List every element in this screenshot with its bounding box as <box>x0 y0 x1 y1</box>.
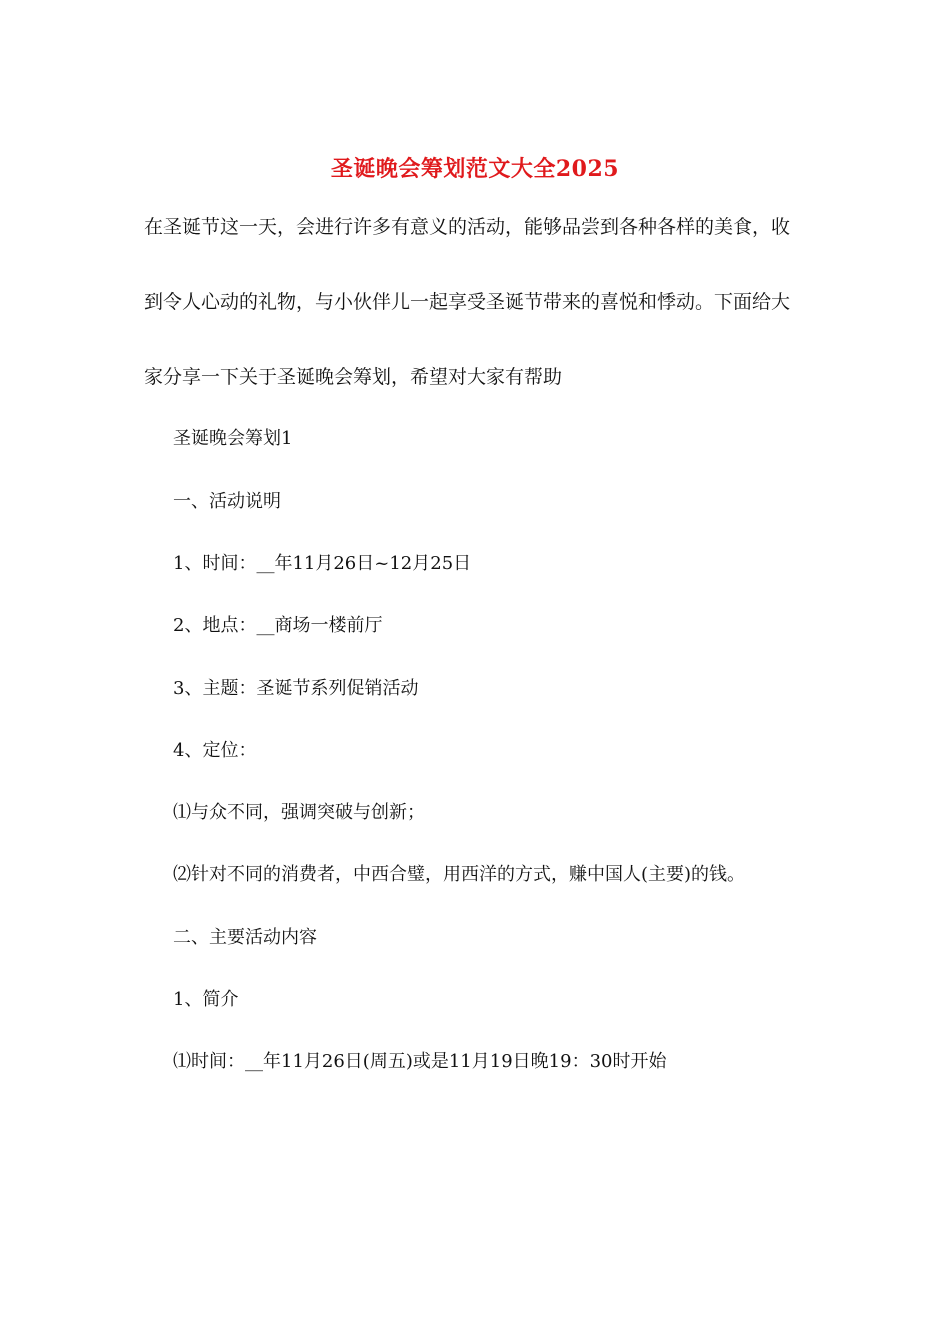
item-theme: 3、主题：圣诞节系列促销活动 <box>173 678 419 699</box>
item-introduction: 1、简介 <box>173 989 239 1010</box>
item-location: 2、地点：__商场一楼前厅 <box>173 615 383 636</box>
introduction-time: ⑴时间：__年11月26日(周五)或是11月19日晚19：30时开始 <box>173 1051 667 1072</box>
intro-line-1: 在圣诞节这一天，会进行许多有意义的活动，能够品尝到各种各样的美食，收 <box>144 216 791 238</box>
heading-main-activities: 二、主要活动内容 <box>173 927 317 948</box>
positioning-point-1: ⑴与众不同，强调突破与创新； <box>173 802 425 823</box>
intro-line-3: 家分享一下关于圣诞晚会筹划，希望对大家有帮助 <box>144 366 563 388</box>
intro-line-2: 到令人心动的礼物，与小伙伴儿一起享受圣诞节带来的喜悦和悸动。下面给大 <box>144 291 791 313</box>
item-time: 1、时间：__年11月26日~12月25日 <box>173 553 472 574</box>
heading-activity-description: 一、活动说明 <box>173 491 281 512</box>
positioning-point-2: ⑵针对不同的消费者，中西合璧，用西洋的方式，赚中国人(主要)的钱。 <box>173 864 746 885</box>
section-title-plan-1: 圣诞晚会筹划1 <box>173 428 293 449</box>
document-title: 圣诞晚会筹划范文大全2025 <box>330 156 620 182</box>
item-positioning: 4、定位： <box>173 740 257 761</box>
